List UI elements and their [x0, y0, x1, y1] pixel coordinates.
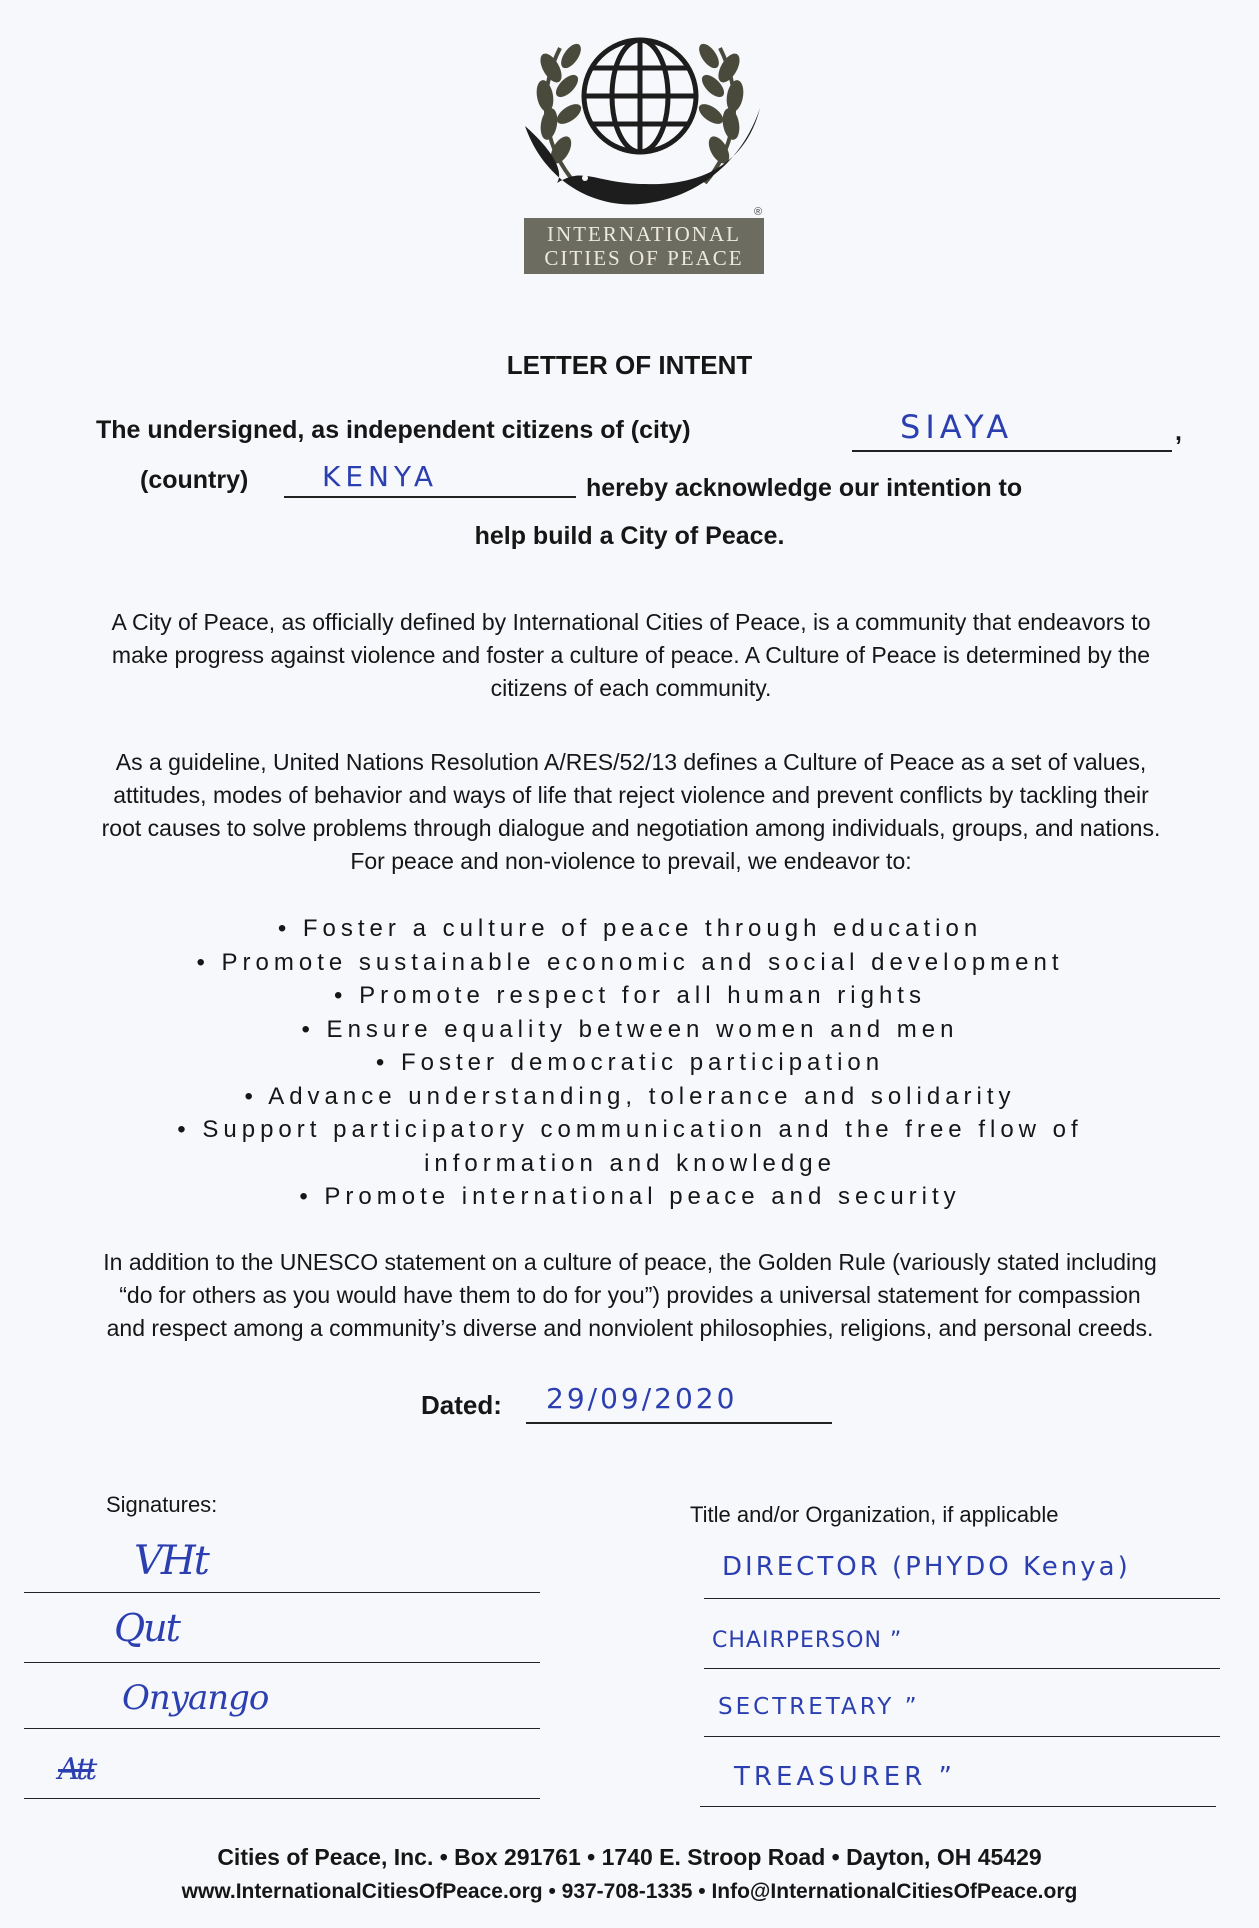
title-line-2[interactable]	[704, 1668, 1220, 1669]
guideline-paragraph	[16, 746, 1246, 878]
signature-2: Qut	[114, 1606, 179, 1650]
signatures-heading: Signatures:	[106, 1492, 218, 1517]
country-handwritten-value: KENYA	[322, 460, 439, 493]
golden-rule-line: “do for others as you would have them to do for you”) provides a universal statement for compassion	[119, 1282, 1141, 1308]
definition-line: citizens of each community.	[490, 675, 772, 701]
page-title: LETTER OF INTENT	[506, 350, 753, 380]
signature-3: Onyango	[122, 1678, 269, 1718]
golden-rule-line: In addition to the UNESCO statement on a culture of peace, the Golden Rule (variously stated including	[103, 1249, 1157, 1275]
list-item: • Promote respect for all human rights	[334, 982, 926, 1009]
country-label: (country)	[140, 466, 249, 494]
guideline-line: For peace and non-violence to prevail, we endeavor to:	[350, 848, 912, 874]
date-handwritten-value: 29/09/2020	[546, 1382, 738, 1415]
logo-wordmark	[524, 218, 764, 274]
signature-1: VHt	[134, 1538, 208, 1584]
golden-rule-paragraph	[8, 1246, 1252, 1345]
intro-line-3: help build a City of Peace.	[474, 522, 785, 550]
dated-label: Dated:	[421, 1390, 502, 1420]
signature-line-3[interactable]	[24, 1728, 540, 1729]
signature-line-1[interactable]	[24, 1592, 540, 1593]
logo-line-1: INTERNATIONAL	[547, 222, 741, 246]
signature-line-2[interactable]	[24, 1662, 540, 1663]
list-item: • Promote international peace and security	[299, 1183, 961, 1210]
logo-line-2: CITIES OF PEACE	[544, 246, 744, 270]
title-2-handwritten: CHAIRPERSON ”	[712, 1628, 903, 1653]
list-item: information and knowledge	[424, 1149, 836, 1177]
list-item: • Support participatory communication and the free flow of	[177, 1116, 1083, 1143]
title-line-1[interactable]	[704, 1598, 1220, 1599]
list-item: • Advance understanding, tolerance and solidarity	[244, 1082, 1016, 1110]
title-heading: Title and/or Organization, if applicable	[690, 1502, 1059, 1527]
list-item: • Foster democratic participation	[375, 1049, 885, 1076]
intro-comma: ,	[1175, 418, 1182, 446]
footer-address: Cities of Peace, Inc. • Box 291761 • 1740 E. Stroop Road • Dayton, OH 45429	[217, 1844, 1042, 1870]
endeavor-list	[40, 912, 1220, 1214]
definition-line: make progress against violence and foster a culture of peace. A Culture of Peace is determined by the	[111, 642, 1151, 668]
list-item: • Foster a culture of peace through education	[277, 915, 983, 942]
signature-line-4[interactable]	[24, 1798, 540, 1799]
list-item: • Promote sustainable economic and social development	[196, 948, 1064, 976]
title-4-handwritten: TREASURER ”	[734, 1762, 956, 1792]
footer-contact: www.InternationalCitiesOfPeace.org • 937-708-1335 • Info@InternationalCitiesOfPeace.org	[181, 1880, 1078, 1903]
title-3-handwritten: SECTRETARY ”	[718, 1694, 920, 1720]
definition-line: A City of Peace, as officially defined by International Cities of Peace, is a community that endeavors to	[111, 609, 1151, 635]
title-line-4[interactable]	[700, 1806, 1216, 1807]
guideline-line: As a guideline, United Nations Resolution A/RES/52/13 defines a Culture of Peace as a set of values,	[115, 749, 1147, 775]
definition-paragraph	[16, 606, 1246, 705]
title-1-handwritten: DIRECTOR (PHYDO Kenya)	[722, 1552, 1131, 1582]
city-handwritten-value: SIAYA	[900, 408, 1014, 446]
intro-line-1: The undersigned, as independent citizens of (city)	[96, 416, 691, 444]
title-line-3[interactable]	[704, 1736, 1220, 1737]
guideline-line: attitudes, modes of behavior and ways of life that reject violence and prevent conflicts by tackling their	[113, 782, 1149, 808]
list-item: • Ensure equality between women and men	[301, 1015, 959, 1043]
registered-mark: ®	[754, 206, 763, 218]
guideline-line: root causes to solve problems through dialogue and negotiation among individuals, groups, and nations.	[101, 815, 1161, 841]
intro-line-2: hereby acknowledge our intention to	[586, 474, 1023, 502]
golden-rule-line: and respect among a community’s diverse and nonviolent philosophies, religions, and personal creeds.	[106, 1315, 1154, 1341]
signature-4: Att	[58, 1752, 95, 1787]
